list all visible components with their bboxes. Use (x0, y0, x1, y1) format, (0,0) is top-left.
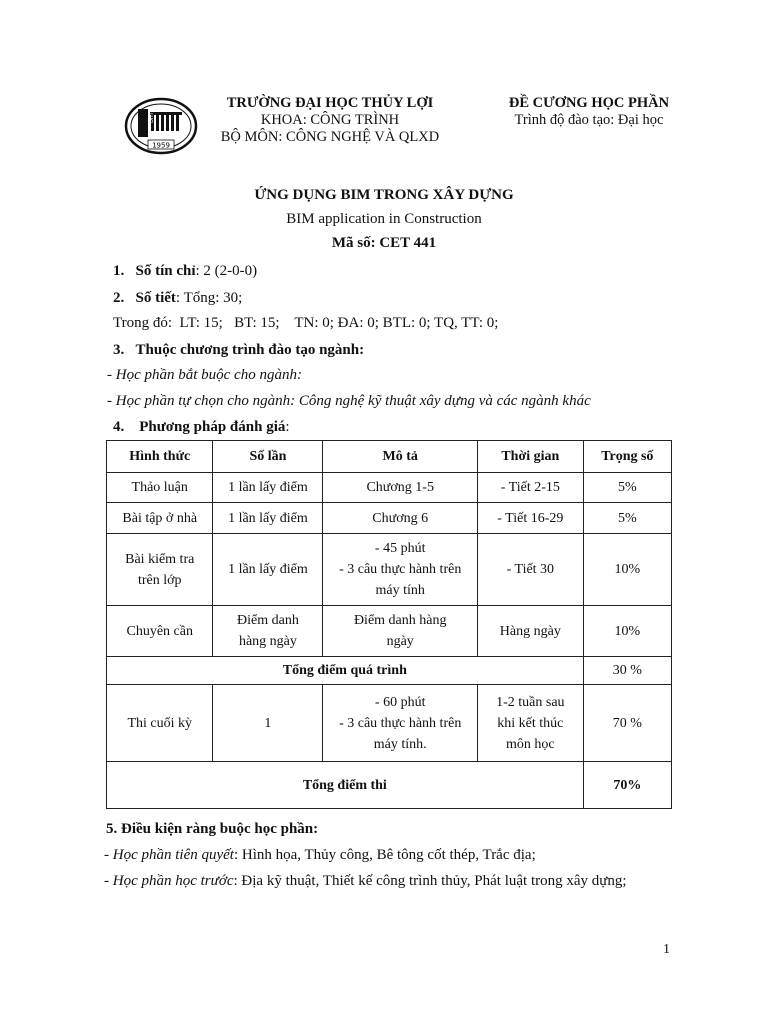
total-row (107, 762, 672, 809)
table-cell: 10% (583, 534, 671, 606)
table-cell: Thảo luận (107, 473, 213, 503)
course-title-block (0, 186, 768, 252)
total-label: Tổng điểm thi (107, 762, 584, 809)
course-title-vi: ỨNG DỤNG BIM TRONG XÂY DỰNG (254, 187, 514, 203)
table-cell: Bài kiểm tra trên lớp (107, 534, 213, 606)
subtotal-value: 30 % (583, 657, 671, 685)
table-row (107, 503, 672, 534)
table-cell: 1 lần lấy điểm (213, 473, 323, 503)
prerequisite-courses: : Hình họa, Thủy công, Bê tông cốt thép, Trắc địa; (233, 847, 536, 863)
table-cell: Điểm danh hàng ngày (323, 606, 478, 657)
section-number: 1. (113, 263, 125, 279)
course-title-en: BIM application in Construction (286, 211, 482, 227)
table-cell: 10% (583, 606, 671, 657)
table-row (107, 473, 672, 503)
table-cell: Bài tập ở nhà (107, 503, 213, 534)
header-left (205, 95, 455, 146)
section-prerequisites-title: 5. Điều kiện ràng buộc học phần: (106, 821, 319, 837)
document-type: ĐỀ CƯƠNG HỌC PHẦN (508, 95, 670, 111)
header-cell: Hình thức (107, 441, 213, 473)
header-cell: Số lần (213, 441, 323, 473)
header-cell: Thời gian (478, 441, 584, 473)
table-cell: 1 (213, 685, 323, 762)
prior-course-line (104, 872, 627, 890)
section-title: Số tín chỉ (135, 263, 196, 279)
table-cell: Chương 6 (323, 503, 478, 534)
total-value: 70% (583, 762, 671, 809)
table-row (107, 534, 672, 606)
logo-text: ĐHTL (149, 109, 155, 123)
faculty-name: KHOA: CÔNG TRÌNH (260, 112, 400, 128)
table-cell: 70 % (583, 685, 671, 762)
colon: : (285, 419, 290, 435)
header-cell: Trọng số (583, 441, 671, 473)
table-cell: - Tiết 16-29 (478, 503, 584, 534)
section-program (113, 341, 364, 359)
table-cell: - 45 phút - 3 câu thực hành trên máy tính (323, 534, 478, 606)
section-title: Phương pháp đánh giá (139, 419, 286, 435)
section-number: 4. (113, 419, 125, 435)
final-exam-row (107, 685, 672, 762)
table-cell: 5% (583, 503, 671, 534)
prior-course-label: - Học phần học trước (104, 873, 234, 889)
table-cell: 5% (583, 473, 671, 503)
prerequisite-line (104, 846, 536, 864)
section-title: Số tiết (135, 290, 176, 306)
required-course-line: - Học phần bắt buộc cho ngành: (107, 367, 302, 383)
credits-value: : 2 (2-0-0) (195, 263, 258, 279)
table-cell: Chương 1-5 (323, 473, 478, 503)
university-name: TRƯỜNG ĐẠI HỌC THỦY LỢI (226, 95, 434, 111)
course-code: Mã số: CET 441 (331, 235, 437, 251)
section-credits (113, 262, 257, 280)
prior-courses: : Địa kỹ thuật, Thiết kế công trình thủy, Phát luật trong xây dựng; (233, 873, 627, 889)
department-name: BỘ MÔN: CÔNG NGHỆ VÀ QLXD (220, 129, 440, 145)
elective-course-line: - Học phần tự chọn cho ngành: Công nghệ kỹ thuật xây dựng và các ngành khác (107, 393, 591, 409)
periods-detail: Trong đó: LT: 15; BT: 15; TN: 0; ĐA: 0; BTL: 0; TQ, TT: 0; (113, 315, 499, 331)
logo-year: 1959 (152, 141, 170, 150)
assessment-table (106, 440, 672, 809)
table-cell: Hàng ngày (478, 606, 584, 657)
prerequisite-label: - Học phần tiên quyết (104, 847, 234, 863)
header-right (495, 95, 683, 129)
page-number: 1 (663, 942, 670, 957)
table-cell: - 60 phút - 3 câu thực hành trên máy tính. (323, 685, 478, 762)
section-periods (113, 289, 242, 307)
section-number: 3. (113, 342, 125, 358)
table-cell: Chuyên cần (107, 606, 213, 657)
subtotal-row (107, 657, 672, 685)
training-level: Trình độ đào tạo: Đại học (514, 112, 664, 128)
section-title: Thuộc chương trình đào tạo ngành: (135, 342, 365, 358)
table-cell: - Tiết 2-15 (478, 473, 584, 503)
subtotal-label: Tổng điểm quá trình (107, 657, 584, 685)
table-cell: 1 lần lấy điểm (213, 534, 323, 606)
table-cell: 1-2 tuần sau khi kết thúc môn học (478, 685, 584, 762)
table-cell: - Tiết 30 (478, 534, 584, 606)
section-number: 2. (113, 290, 125, 306)
section-assessment (113, 418, 290, 436)
table-cell: Thi cuối kỳ (107, 685, 213, 762)
table-cell: Điểm danh hàng ngày (213, 606, 323, 657)
header-cell: Mô tả (323, 441, 478, 473)
university-logo (124, 97, 198, 155)
table-row (107, 606, 672, 657)
periods-value: : Tổng: 30; (175, 290, 243, 306)
table-cell: 1 lần lấy điểm (213, 503, 323, 534)
table-header-row (107, 441, 672, 473)
